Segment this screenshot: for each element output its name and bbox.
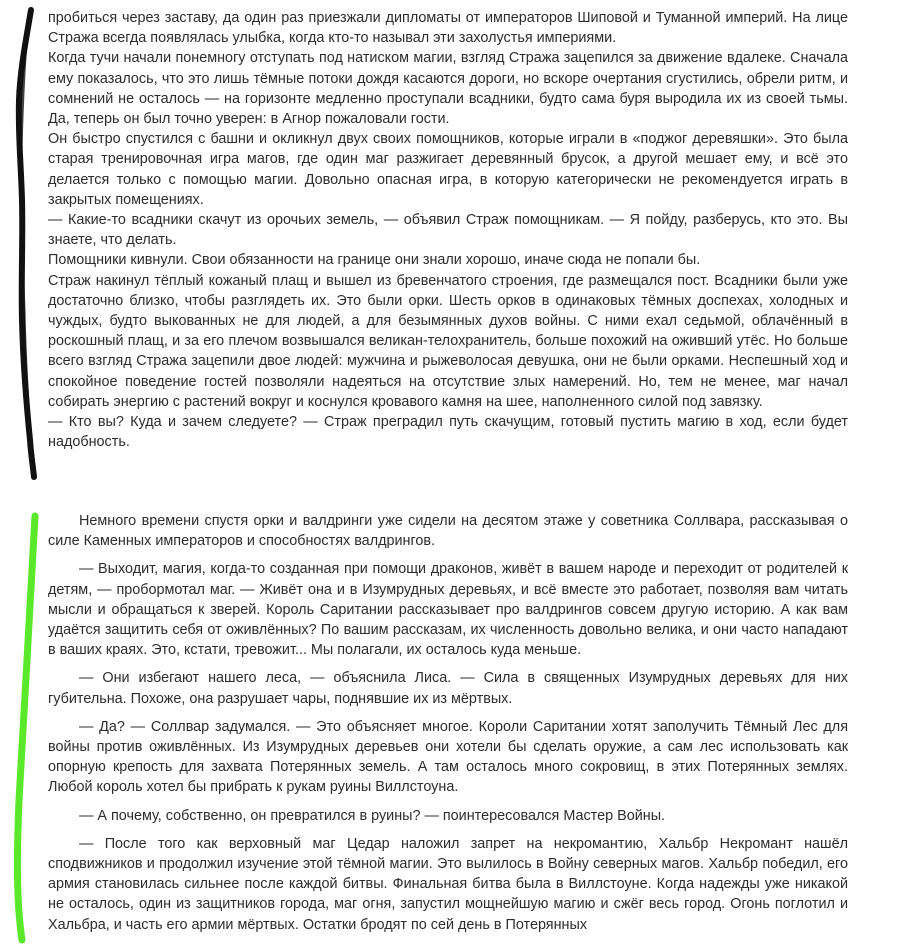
paragraph: — Да? — Соллвар задумался. — Это объясняет многое. Короли Саритании хотят заполучить Тёмный Лес для войны против оживлённых. Из Изумрудных деревьев они хотели бы сделать оружие, а сам лес использовать как опорную крепость для захвата Потерянных земель. А там осталось много сокровищ, в этих Потерянных землях. Любой король хотел бы прибрать к рукам руины Виллстоуна. [48, 718, 848, 796]
paragraph: — Выходит, магия, когда-то созданная при помощи драконов, живёт в вашем народе и переходит от родителей к детям, — пробормотал маг. — Живёт она и в Изумрудных деревьях, и всё вместе это работает, позволяя вам читать мысли и обращаться к зверей. Король Саритании рассказывает про валдрингов совсем другую историю. А как вам удаётся защитить себя от оживлённых? По вашим рассказам, их численность довольно велика, и они часто нападают в ваших краях. Это, кстати, тревожит... Мы полагали, их осталось куда меньше. [48, 561, 848, 659]
paragraph: Помощники кивнули. Свои обязанности на границе они знали хорошо, иначе сюда не попали бы. [48, 252, 701, 269]
paragraph: Он быстро спустился с башни и окликнул двух своих помощников, которые играли в «поджог деревяшки». Это была старая тренировочная игра магов, где один маг разжигает деревянный брусок, а другой мешает ему, и всё это делается только с помощью магии. Довольно опасная игра, в которую категорически не рекомендуется играть в закрытых помещениях. [48, 131, 848, 208]
paragraph: Страж накинул тёплый кожаный плащ и вышел из бревенчатого строения, где размещался пост. Всадники были уже достаточно близко, чтобы разглядеть их. Это были орки. Шесть орков в одинаковых тёмных доспехах, холодных и чуждых, будто выкованных не для людей, а для безымянных духов войны. С ними ехал седьмой, облачённый в роскошный плащ, и за его плечом возвышался великан-телохранитель, больше похожий на оживший утёс. Но больше всего взгляд Стража зацепили двое людей: мужчина и рыжеволосая девушка, они не были орками. Неспешный ход и спокойное поведение гостей позволяли надеяться на отсутствие злых намерений. Но, тем не менее, маг начал собирать энергию с растений вокруг и коснулся кровавого камня на шее, наполненного силой под завязку. [48, 272, 848, 410]
paragraph: — Они избегают нашего леса, — объяснила Лиса. — Сила в священных Изумрудных деревьях для них губительна. Похоже, она разрушает чары, поднявшие их из мёртвых. [48, 670, 848, 707]
text-section-2 [48, 511, 848, 943]
paragraph: Немного времени спустя орки и валдринги уже сидели на десятом этаже у советника Соллвара, рассказывая о силе Каменных императоров и способностях валдрингов. [48, 513, 848, 550]
paragraph: — Какие-то всадники скачут из орочьих земель, — объявил Страж помощникам. — Я пойду, разберусь, кто это. Вы знаете, что делать. [48, 212, 848, 249]
paragraph: — А почему, собственно, он превратился в руины? — поинтересовался Мастер Войны. [79, 807, 666, 824]
paragraph: — После того как верховный маг Цедар наложил запрет на некромантию, Хальбр Некромант нашёл сподвижников и продолжил изучение этой тёмной магии. Это вылилось в Войну северных магов. Хальбр победил, его армия становилась сильнее после каждой битвы. Финальная битва была в Виллстоуне. Когда надежды уже никакой не осталось, один из защитников города, маг огня, запустил мощнейшую магию и сжёг весь город. Огонь поглотил и Хальбра, и часть его армии мёртвых. Остатки бродят по сей день в Потерянных [48, 835, 848, 933]
paragraph: Когда тучи начали понемногу отступать под натиском магии, взгляд Стража зацепился за движение вдалеке. Сначала ему показалось, что это лишь тёмные потоки дождя касаются дороги, но вскоре очертания сгустились, обрели ритм, и сомнений не осталось — на горизонте медленно проступали всадники, будто сама буря выродила их из своей тьмы. Да, теперь он был точно уверен: в Агнор пожаловали гости. [48, 50, 848, 128]
paragraph: пробиться через заставу, да один раз приезжали дипломаты от императоров Шиповой и Туманной империй. На лице Стража всегда появлялась улыбка, когда кто-то называл эти захолустья империями. [48, 10, 848, 47]
paragraph: — Кто вы? Куда и зачем следуете? — Страж преградил путь скачущим, готовый пустить магию в ход, если будет надобность. [48, 414, 848, 451]
text-section-1 [48, 8, 848, 452]
